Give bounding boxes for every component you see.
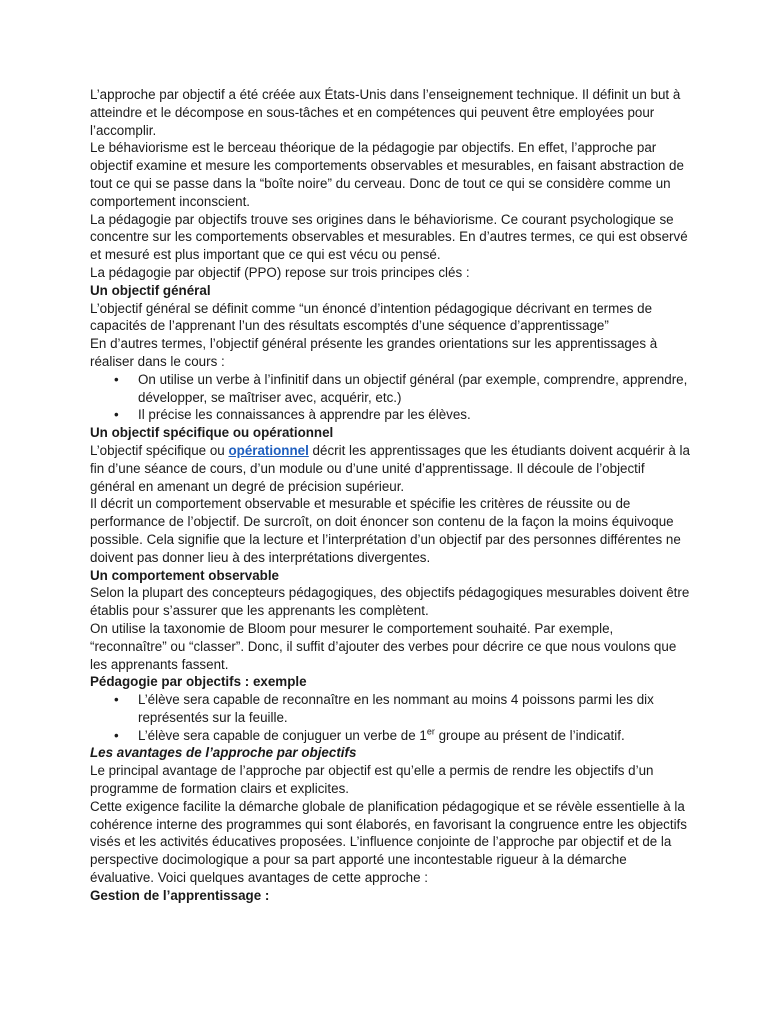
superscript: er	[426, 726, 435, 737]
paragraph	[90, 442, 690, 495]
paragraph: Il décrit un comportement observable et mesurable et spécifie les critères de réussite ou de performance de l’objectif. De surcroît, on doit énoncer son contenu de la façon la moins équivoque possible. Cela signifie que la lecture et l’interprétation d’un objectif par des personnes différentes ne doivent pas donner lieu à des interprétations divergentes.	[90, 496, 681, 565]
section-heading-avantages: Les avantages de l’approche par objectifs	[90, 745, 357, 761]
section-heading-objectif-specifique: Un objectif spécifique ou opérationnel	[90, 425, 334, 441]
paragraph: La pédagogie par objectifs trouve ses origines dans le béhaviorisme. Ce courant psychologique se concentre sur les comportements observables et mesurables. En d’autres termes, ce qui est observé et mesuré est plus important que ce qui est vécu ou pensé.	[90, 211, 688, 263]
section-heading-gestion: Gestion de l’apprentissage :	[90, 887, 270, 903]
paragraph: L’objectif général se définit comme “un énoncé d’intention pédagogique décrivant en termes de capacités de l’apprenant l’un des résultats escomptés d’une séquence d’apprentissage”	[90, 300, 653, 334]
paragraph: Selon la plupart des concepteurs pédagogiques, des objectifs pédagogiques mesurables doivent être établis pour s’assurer que les apprenants les complètent.	[90, 585, 690, 619]
list-item	[138, 727, 690, 745]
paragraph: Le béhaviorisme est le berceau théorique de la pédagogie par objectifs. En effet, l’approche par objectif examine et mesure les comportements observables et mesurables, en faisant abstraction de tout ce qui se passe dans la “boîte noire” du cerveau. Donc de tout ce qui se considère comme un comportement inconscient.	[90, 140, 684, 209]
section-heading-objectif-general: Un objectif général	[90, 282, 211, 298]
list-item: • L’élève sera capable de reconnaître en les nommant au moins 4 poissons parmi les dix représentés sur la feuille.	[138, 691, 690, 727]
document-body	[90, 86, 690, 905]
paragraph-text: L’objectif spécifique ou	[90, 442, 229, 458]
section-heading-comportement: Un comportement observable	[90, 567, 279, 583]
paragraph: Le principal avantage de l’approche par objectif est qu’elle a permis de rendre les objectifs d’un programme de formation clairs et explicites.	[90, 763, 654, 797]
operationnel-link[interactable]: opérationnel	[228, 442, 309, 458]
bullet-list	[90, 691, 690, 744]
section-heading-exemple: Pédagogie par objectifs : exemple	[90, 674, 307, 690]
list-item-text: groupe au présent de l’indicatif.	[434, 727, 625, 743]
paragraph: Cette exigence facilite la démarche globale de planification pédagogique et se révèle essentielle à la cohérence interne des programmes qui sont élaborés, en favorisant la congruence entre les objectifs visés et les activités éducatives proposées. L’influence conjointe de l’approche par objectif et de la perspective docimologique a pour sa part apporté une incontestable rigueur à la démarche évaluative. Voici quelques avantages de cette approche :	[90, 798, 687, 886]
paragraph: L’approche par objectif a été créée aux États-Unis dans l’enseignement technique. Il définit un but à atteindre et le décompose en sous-tâches et en compétences qui peuvent être employées pour l’accomplir.	[90, 87, 681, 138]
paragraph-text: décrit les apprentissages que les étudiants doivent acquérir à la fin d’une séance de cours, d’un module ou d’une unité d’apprentissage. Il découle de l’objectif général en amenant un degré de précision supérieur.	[90, 442, 690, 494]
list-item: • On utilise un verbe à l’infinitif dans un objectif général (par exemple, comprendre, apprendre, développer, se maîtriser avec, acquérir, etc.)	[138, 371, 690, 407]
bullet-list	[90, 371, 690, 424]
paragraph: En d’autres termes, l’objectif général présente les grandes orientations sur les apprentissages à réaliser dans le cours :	[90, 336, 658, 369]
list-item-text: L’élève sera capable de conjuguer un verbe de 1	[138, 727, 427, 743]
paragraph: On utilise la taxonomie de Bloom pour mesurer le comportement souhaité. Par exemple, “reconnaître” ou “classer”. Donc, il suffit d’ajouter des verbes pour décrire ce que nous voulons que les apprenants fassent.	[90, 620, 677, 672]
list-item: • Il précise les connaissances à apprendre par les élèves.	[138, 406, 690, 424]
paragraph: La pédagogie par objectif (PPO) repose sur trois principes clés :	[90, 264, 470, 280]
